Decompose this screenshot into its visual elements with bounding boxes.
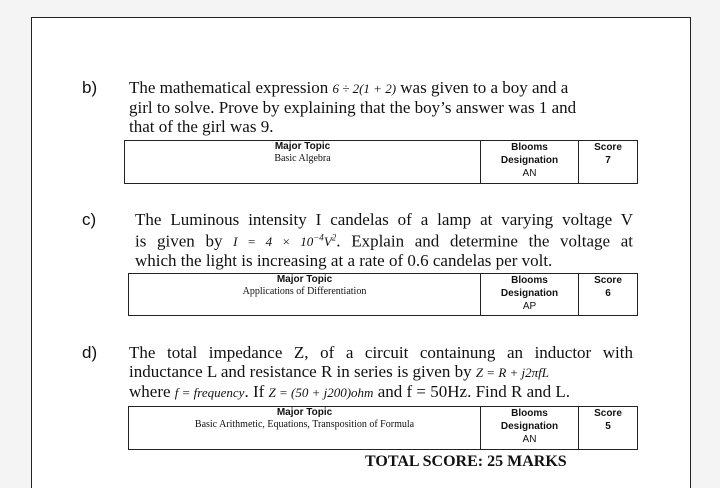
question-c-line: The Luminous intensity I candelas of a lamp at varying voltage V bbox=[135, 210, 633, 229]
major-topic-value: Applications of Differentiation bbox=[242, 286, 367, 297]
score-value: 5 bbox=[605, 421, 611, 432]
score-header: Score bbox=[594, 275, 622, 286]
question-b-text-part: The mathematical expression bbox=[129, 78, 329, 97]
blooms-cell bbox=[481, 141, 579, 184]
question-d-text bbox=[129, 343, 633, 402]
question-d-expression: f = frequency bbox=[174, 385, 245, 400]
major-topic-value: Basic Arithmetic, Equations, Transposition of Formula bbox=[194, 419, 415, 430]
question-d-label: d) bbox=[82, 343, 98, 362]
question-b-line: girl to solve. Prove by explaining that the boy’s answer was 1 and bbox=[129, 98, 577, 117]
major-topic-header: Major Topic bbox=[276, 407, 333, 418]
question-b-text-part: was given to a boy and a bbox=[400, 78, 569, 97]
blooms-header: Blooms bbox=[511, 408, 548, 419]
question-d-text-part: and f = 50Hz. Find R and L. bbox=[377, 382, 571, 401]
blooms-header: Blooms bbox=[511, 275, 548, 286]
blooms-header: Blooms bbox=[511, 142, 548, 153]
question-c-line: which the light is increasing at a rate of 0.6 candelas per volt. bbox=[135, 251, 553, 271]
question-b-meta-table bbox=[124, 140, 638, 184]
question-c-text-part: is given by bbox=[135, 231, 223, 251]
question-d-text-part: inductance L and resistance R in series is given by bbox=[129, 362, 472, 381]
major-topic-cell bbox=[125, 141, 481, 184]
expr-part: V bbox=[323, 234, 332, 250]
score-value: 6 bbox=[605, 288, 611, 299]
question-c-expression bbox=[233, 234, 336, 249]
score-cell bbox=[579, 407, 638, 450]
question-c-line bbox=[135, 229, 633, 251]
designation-header: Designation bbox=[500, 155, 559, 166]
question-b-text bbox=[129, 78, 639, 136]
blooms-value: AN bbox=[522, 168, 537, 179]
expr-part: I = 4 × 10 bbox=[233, 234, 314, 250]
major-topic-header: Major Topic bbox=[276, 274, 333, 285]
expr-exponent: 2 bbox=[331, 233, 337, 243]
question-d-meta-table bbox=[128, 406, 638, 450]
major-topic-value: Basic Algebra bbox=[274, 153, 331, 164]
question-b-line: that of the girl was 9. bbox=[129, 117, 274, 136]
question-d-expression: Z = (50 + j200)ohm bbox=[268, 385, 374, 400]
question-d-expression: Z = R + j2πfL bbox=[475, 365, 550, 380]
question-d-line: The total impedance Z, of a circuit containung an inductor with bbox=[129, 343, 633, 362]
question-c-meta-table bbox=[128, 273, 638, 316]
major-topic-cell bbox=[129, 407, 481, 450]
total-score: TOTAL SCORE: 25 MARKS bbox=[365, 453, 567, 470]
question-c-label: c) bbox=[82, 210, 97, 229]
score-cell bbox=[579, 141, 638, 184]
score-value: 7 bbox=[605, 155, 611, 166]
blooms-value: AN bbox=[522, 434, 537, 445]
major-topic-header: Major Topic bbox=[274, 141, 331, 152]
question-d-text-part: where bbox=[129, 382, 171, 401]
question-b-label: b) bbox=[82, 78, 98, 97]
question-c-text bbox=[135, 210, 633, 270]
expr-exponent: −4 bbox=[313, 233, 324, 243]
major-topic-cell bbox=[129, 274, 481, 316]
question-d-text-part: . If bbox=[244, 382, 265, 401]
blooms-cell bbox=[481, 274, 579, 316]
score-header: Score bbox=[594, 408, 622, 419]
blooms-cell bbox=[481, 407, 579, 450]
designation-header: Designation bbox=[500, 421, 559, 432]
question-b-expression: 6 ÷ 2(1 + 2) bbox=[332, 81, 397, 96]
score-header: Score bbox=[594, 142, 622, 153]
blooms-value: AP bbox=[522, 301, 537, 312]
question-c-text-part: . Explain and determine the voltage at bbox=[336, 231, 634, 251]
designation-header: Designation bbox=[500, 288, 559, 299]
score-cell bbox=[579, 274, 638, 316]
